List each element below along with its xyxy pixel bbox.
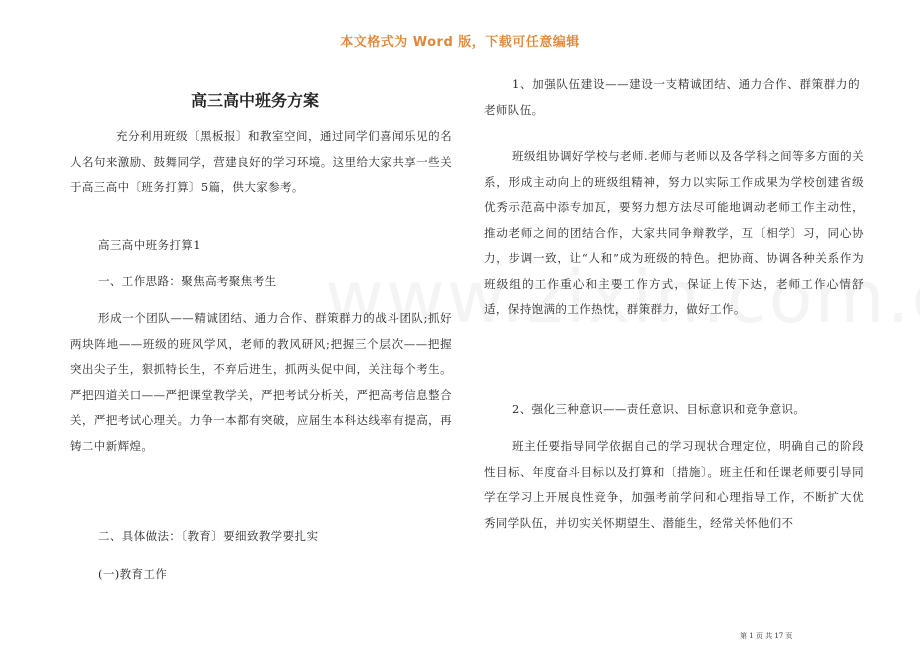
section-heading-methods: 二、具体做法：〔教育〕要细致教学要扎实	[98, 529, 319, 543]
work-idea-paragraph: 形成一个团队——精诚团结、通力合作、群策群力的战斗团队;抓好两块阵地——班级的班风学风，老师的教风研风;把握三个层次——把握突出尖子生，狠抓特长生，不弃后进生，抓两头促中间，关注每个考生。严把四道关口——严把课堂教学关，严把考试分析关，严把高考信息整合关，严把考试心理关。力争一本都有突破，应届生本科达线率有提高，再铸二中新辉煌。	[70, 311, 452, 453]
section-heading-work-idea: 一、工作思路：聚焦高考聚焦考生	[98, 274, 277, 288]
grade-team-paragraph: 班级组协调好学校与老师.老师与老师以及各学科之间等多方面的关系，形成主动向上的班级组精神，努力以实际工作成果为学校创建省级优秀示范高中添专加瓦，要努力想方法尽可能地调动老师工作主动性，推动老师之间的团结合作，大家共同争辩教学，互〔相学〕习，同心协力，步调一致，让“人和”成为班级的特色。把协商、协调各种关系作为班级组的工作重心和主要工作方式，保证上传下达，老师工作心情舒适，保持饱满的工作热忱，群策群力，做好工作。	[484, 149, 864, 316]
format-banner: 本文格式为 Word 版，下载可任意编辑	[340, 35, 580, 50]
item-1-heading: 1、加强队伍建设——建设一支精诚团结、通力合作、群策群力的老师队伍。	[484, 77, 860, 117]
item-2-heading: 2、强化三种意识——责任意识、目标意识和竞争意识。	[512, 402, 806, 416]
guidance-paragraph: 班主任要指导同学依据自己的学习现状合理定位，明确自己的阶段性目标、年度奋斗目标以及打算和〔措施〕。班主任和任课老师要引导同学在学习上开展良性竞争，加强考前学问和心理指导工作，不断扩大优秀同学队伍，并切实关怀期望生、潜能生，经常关怀他们不	[484, 439, 864, 530]
intro-paragraph: 充分利用班级〔黑板报〕和教室空间，通过同学们喜闻乐见的名人名句来激励、鼓舞同学，营建良好的学习环境。这里给大家共享一些关于高三高中〔班务打算〕5篇，供大家参考。	[70, 129, 452, 194]
subsection-heading-education: (一)教育工作	[98, 567, 168, 581]
section-heading-plan-1: 高三高中班务打算1	[98, 238, 201, 252]
page-title: 高三高中班务方案	[190, 91, 319, 110]
page-number: 第 1 页 共 17 页	[740, 632, 793, 640]
